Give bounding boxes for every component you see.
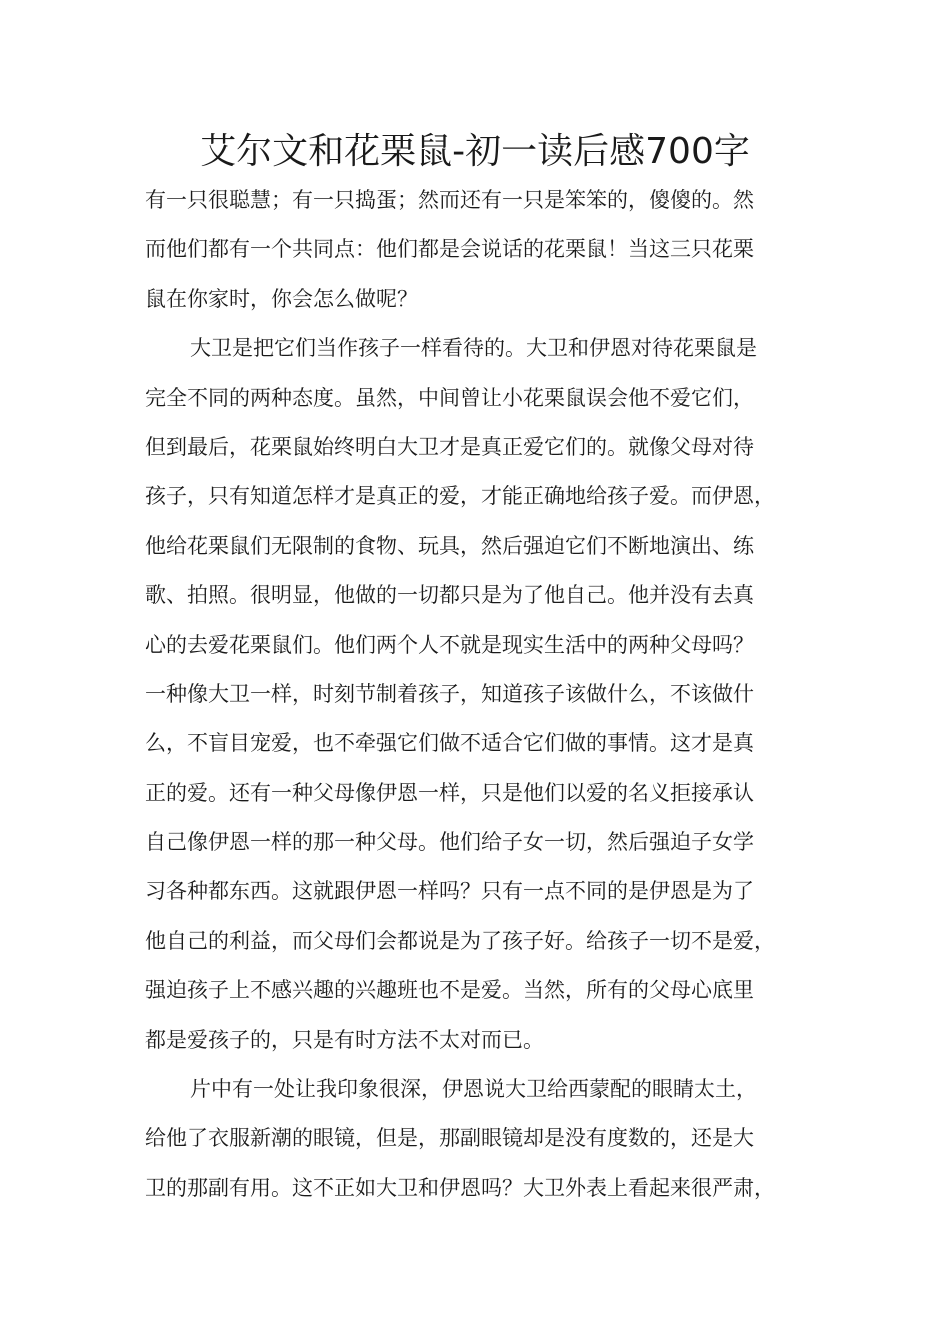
text-line: 习各种都东西。这就跟伊恩一样吗？只有一点不同的是伊恩是为了 <box>145 879 754 904</box>
text-line: 心的去爱花栗鼠们。他们两个人不就是现实生活中的两种父母吗？ <box>145 632 754 657</box>
document-title: 艾尔文和花栗鼠-初一读后感700字 <box>200 131 750 172</box>
text-line: 么，不盲目宠爱，也不牵强它们做不适合它们做的事情。这才是真 <box>145 731 754 756</box>
document-body <box>145 180 825 1217</box>
text-line: 鼠在你家时，你会怎么做呢？ <box>145 286 418 311</box>
paragraph-first-line: 片中有一处让我印象很深，伊恩说大卫给西蒙配的眼睛太土， <box>190 1077 757 1102</box>
text-line: 正的爱。还有一种父母像伊恩一样，只是他们以爱的名义拒接承认 <box>145 780 754 805</box>
text-line: 卫的那副有用。这不正如大卫和伊恩吗？大卫外表上看起来很严肃， <box>145 1175 775 1200</box>
text-line: 他自己的利益，而父母们会都说是为了孩子好。给孩子一切不是爱， <box>145 928 775 953</box>
text-line: 完全不同的两种态度。虽然，中间曾让小花栗鼠误会他不爱它们， <box>145 385 754 410</box>
text-line: 他给花栗鼠们无限制的食物、玩具，然后强迫它们不断地演出、练 <box>145 533 754 558</box>
text-line: 一种像大卫一样，时刻节制着孩子，知道孩子该做什么，不该做什 <box>145 681 754 706</box>
text-line: 有一只很聪慧；有一只捣蛋；然而还有一只是笨笨的，傻傻的。然 <box>145 188 754 212</box>
text-line: 自己像伊恩一样的那一种父母。他们给子女一切，然后强迫子女学 <box>145 830 754 855</box>
paragraph-first-line: 大卫是把它们当作孩子一样看待的。大卫和伊恩对待花栗鼠是 <box>190 336 757 361</box>
text-line: 给他了衣服新潮的眼镜，但是，那副眼镜却是没有度数的，还是大 <box>145 1126 754 1151</box>
text-line: 歌、拍照。很明显，他做的一切都只是为了他自己。他并没有去真 <box>145 583 754 608</box>
text-line: 都是爱孩子的，只是有时方法不太对而已。 <box>145 1027 544 1052</box>
text-line: 而他们都有一个共同点：他们都是会说话的花栗鼠！当这三只花栗 <box>145 237 754 262</box>
text-line: 强迫孩子上不感兴趣的兴趣班也不是爱。当然，所有的父母心底里 <box>145 978 754 1003</box>
text-line: 孩子，只有知道怎样才是真正的爱，才能正确地给孩子爱。而伊恩， <box>145 484 775 509</box>
text-line: 但到最后，花栗鼠始终明白大卫才是真正爱它们的。就像父母对待 <box>145 434 754 459</box>
